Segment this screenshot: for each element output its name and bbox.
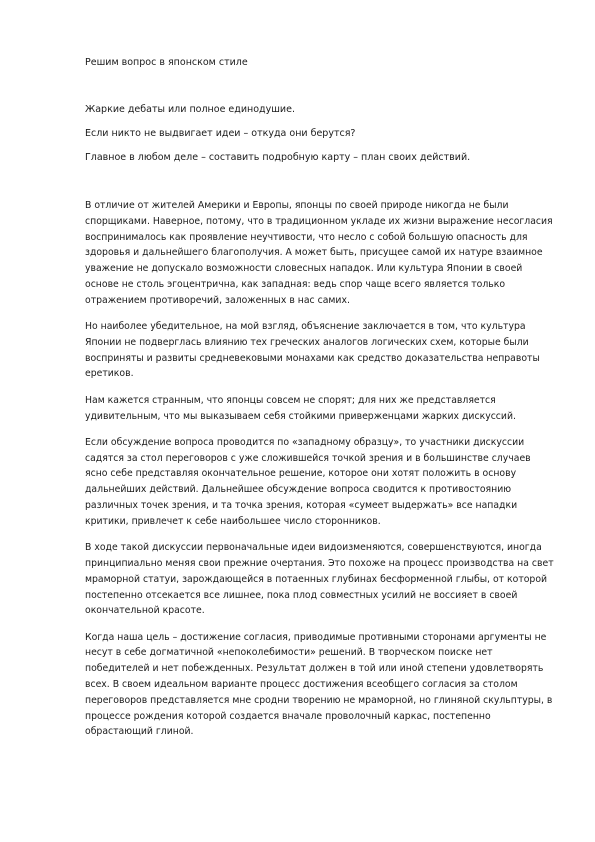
document-title: Решим вопрос в японском стиле [85,57,248,68]
intro-line: Главное в любом деле – составить подробную карту – план своих действий. [85,152,471,163]
paragraph: Нам кажется странным, что японцы совсем не спорят; для них же представляется удивительным, что мы выказываем себя стойкими приверженцами жарких дискуссий. [85,394,516,422]
paragraph: Когда наша цель – достижение согласия, приводимые противными сторонами аргументы не несут в себе догматичной «непоколебимости» решений. В творческом поиске нет победителей и нет побежденных. Результат должен в той или иной степени удовлетворять всех. В своем идеальном варианте процесс достижения всеобщего согласия за столом переговоров представляется мне сродни творению не мраморной, но глиняной скульптуры, в процессе рождения которой создается вначале проволочный каркас, постепенно обрастающий глиной. [85,631,553,738]
paragraph: В ходе такой дискуссии первоначальные идеи видоизменяются, совершенствуются, иногда принципиально меняя свои прежние очертания. Это похоже на процесс производства на свет мраморной статуи, зарождающейся в потаенных глубинах бесформенной глыбы, от которой постепенно отсекается все лишнее, пока плод совместных усилий не воссияет в своей окончательной красоте. [85,542,554,617]
intro-line: Жаркие дебаты или полное единодушие. [85,104,295,115]
paragraph: Если обсуждение вопроса проводится по «западному образцу», то участники дискуссии садятся за стол переговоров с уже сложившейся точкой зрения и в большинстве случаев ясно себе представляя окончательное решение, которое они хотят положить в основу дальнейших действий. Дальнейшее обсуждение вопроса сводится к противостоянию различных точек зрения, и та точка зрения, которая «сумеет выдержать» все нападки критики, привлечет к себе наибольшее число сторонников. [85,436,531,527]
paragraph: Но наиболее убедительное, на мой взгляд, объяснение заключается в том, что культура Японии не подверглась влиянию тех греческих аналогов логических схем, которые были восприняты и развиты средневековыми монахами как средство доказательства неправоты еретиков. [85,321,540,380]
document-content [85,56,555,751]
paragraph: В отличие от жителей Америки и Европы, японцы по своей природе никогда не были спорщиками. Наверное, потому, что в традиционном укладе их жизни выражение несогласия воспринималось как проявление неучтивости, что несло с собой большую опасность для здоровья и дальнейшего благополучия. А может быть, присущее самой их натуре взаимное уважение не допускало возможности словесных нападок. Или культура Японии в своей основе не столь эгоцентрична, как западная: ведь спор чаще всего является только отражением противоречий, заложенных в нас самих. [85,200,553,306]
intro-block [85,103,555,165]
body-text [85,198,555,740]
intro-line: Если никто не выдвигает идеи – откуда они берутся? [85,128,356,139]
